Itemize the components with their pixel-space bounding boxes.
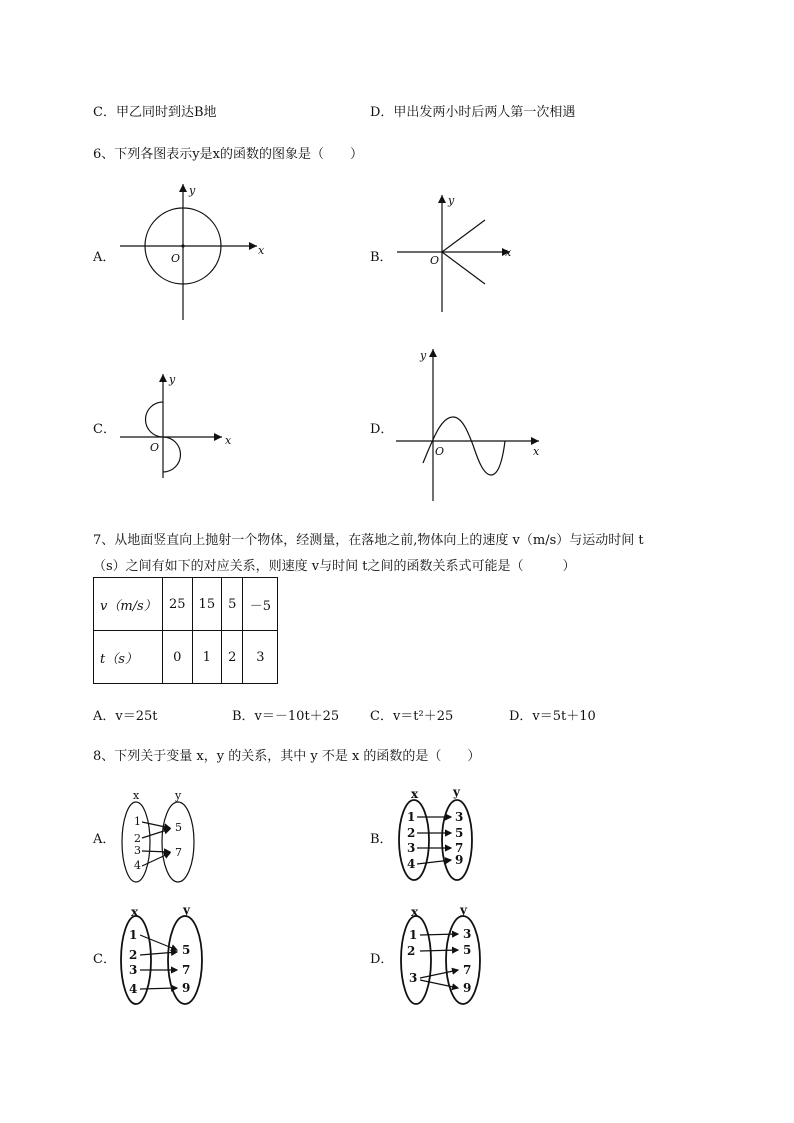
q8-mapping-a	[115, 786, 205, 886]
q5-option-d: D．甲出发两小时后两人第一次相遇	[370, 105, 576, 120]
q7-stem-line1: 7、从地面竖直向上抛射一个物体，经测量，在落地之前,物体向上的速度 v（m/s）与运动时间 t	[93, 533, 644, 548]
axis-y-label: y	[420, 349, 427, 362]
table-cell: 1	[192, 631, 222, 684]
range-element: 7	[182, 963, 191, 977]
domain-element: 1	[409, 928, 418, 942]
q6-graph-a-circle	[115, 182, 275, 322]
q8-mapping-c	[115, 902, 215, 1010]
axis-y-label: y	[169, 373, 176, 386]
range-element: 5	[182, 943, 191, 957]
domain-element: 4	[407, 857, 416, 871]
q7-option-a: A．v＝25t	[93, 709, 158, 724]
domain-element: 2	[407, 944, 416, 958]
domain-element: 1	[134, 815, 141, 828]
q7-option-d: D．v＝5t＋10	[509, 709, 596, 724]
origin-label: O	[150, 441, 160, 454]
origin-label: O	[171, 252, 181, 265]
axis-x-label: x	[505, 246, 512, 259]
q7-stem-line2: （s）之间有如下的对应关系，则速度 v与时间 t之间的函数关系式可能是（ ）	[93, 559, 576, 574]
table-cell: －5	[243, 578, 278, 631]
range-element: 3	[463, 927, 472, 941]
table-cell: 5	[222, 578, 243, 631]
domain-element: 3	[134, 844, 141, 857]
domain-element: 1	[129, 928, 138, 942]
q8-mapping-d	[395, 902, 495, 1010]
range-element: 9	[463, 981, 472, 995]
q6-label-c: C．	[93, 422, 116, 437]
range-element: 7	[455, 841, 464, 855]
q7-option-c: C．v＝t²＋25	[370, 709, 454, 724]
domain-element: 2	[129, 948, 138, 962]
q7-option-b: B．v＝－10t＋25	[232, 709, 340, 724]
set-x-label: x	[411, 905, 419, 919]
domain-element: 2	[134, 832, 141, 845]
range-element: 5	[455, 826, 464, 840]
set-y-label: y	[460, 903, 467, 917]
q6-graph-d-sine	[393, 345, 553, 503]
domain-element: 3	[407, 841, 416, 855]
table-row	[94, 631, 278, 684]
origin-label: O	[435, 445, 445, 458]
q8-label-b: B．	[370, 832, 393, 847]
table-header-t: t（s）	[94, 631, 163, 684]
domain-element: 1	[407, 810, 416, 824]
q8-stem: 8、下列关于变量 x，y 的关系，其中 y 不是 x 的函数的是（ ）	[93, 749, 481, 764]
q6-graph-b-rays	[395, 190, 525, 315]
range-element: 7	[175, 846, 182, 859]
domain-element: 3	[409, 971, 418, 985]
domain-element: 4	[129, 982, 138, 996]
q6-label-a: A．	[93, 250, 116, 265]
table-cell: 25	[163, 578, 193, 631]
table-cell: 15	[192, 578, 222, 631]
q8-label-a: A．	[93, 832, 116, 847]
axis-x-label: x	[533, 445, 540, 458]
axis-y-label: y	[189, 184, 196, 197]
table-row	[94, 578, 278, 631]
q6-label-d: D．	[370, 422, 394, 437]
domain-element: 2	[407, 826, 416, 840]
domain-element: 3	[129, 963, 138, 977]
q5-option-c: C．甲乙同时到达B地	[93, 105, 217, 120]
q7-value-table	[93, 577, 278, 684]
set-y-label: y	[453, 785, 460, 799]
range-element: 5	[175, 821, 182, 834]
axis-y-label: y	[448, 194, 455, 207]
range-element: 7	[463, 963, 472, 977]
origin-label: O	[430, 254, 440, 267]
axis-x-label: x	[225, 434, 232, 447]
range-element: 9	[455, 853, 464, 867]
range-element: 5	[463, 943, 472, 957]
axis-x-label: x	[258, 244, 265, 257]
range-element: 9	[182, 981, 191, 995]
set-x-label: x	[133, 789, 140, 802]
q6-graph-c-semicircles	[115, 370, 245, 482]
set-y-label: y	[183, 903, 190, 917]
table-cell: 0	[163, 631, 193, 684]
set-x-label: x	[411, 787, 419, 801]
table-cell: 2	[222, 631, 243, 684]
table-cell: 3	[243, 631, 278, 684]
q8-mapping-b	[393, 784, 483, 884]
q6-stem: 6、下列各图表示y是x的函数的图象是（ ）	[93, 147, 363, 162]
table-header-v: v（m/s）	[94, 578, 163, 631]
q8-label-c: C．	[93, 952, 116, 967]
set-y-label: y	[175, 789, 182, 802]
set-x-label: x	[131, 905, 139, 919]
q6-label-b: B．	[370, 250, 393, 265]
domain-element: 4	[134, 859, 141, 872]
q8-label-d: D．	[370, 952, 394, 967]
range-element: 3	[455, 810, 464, 824]
